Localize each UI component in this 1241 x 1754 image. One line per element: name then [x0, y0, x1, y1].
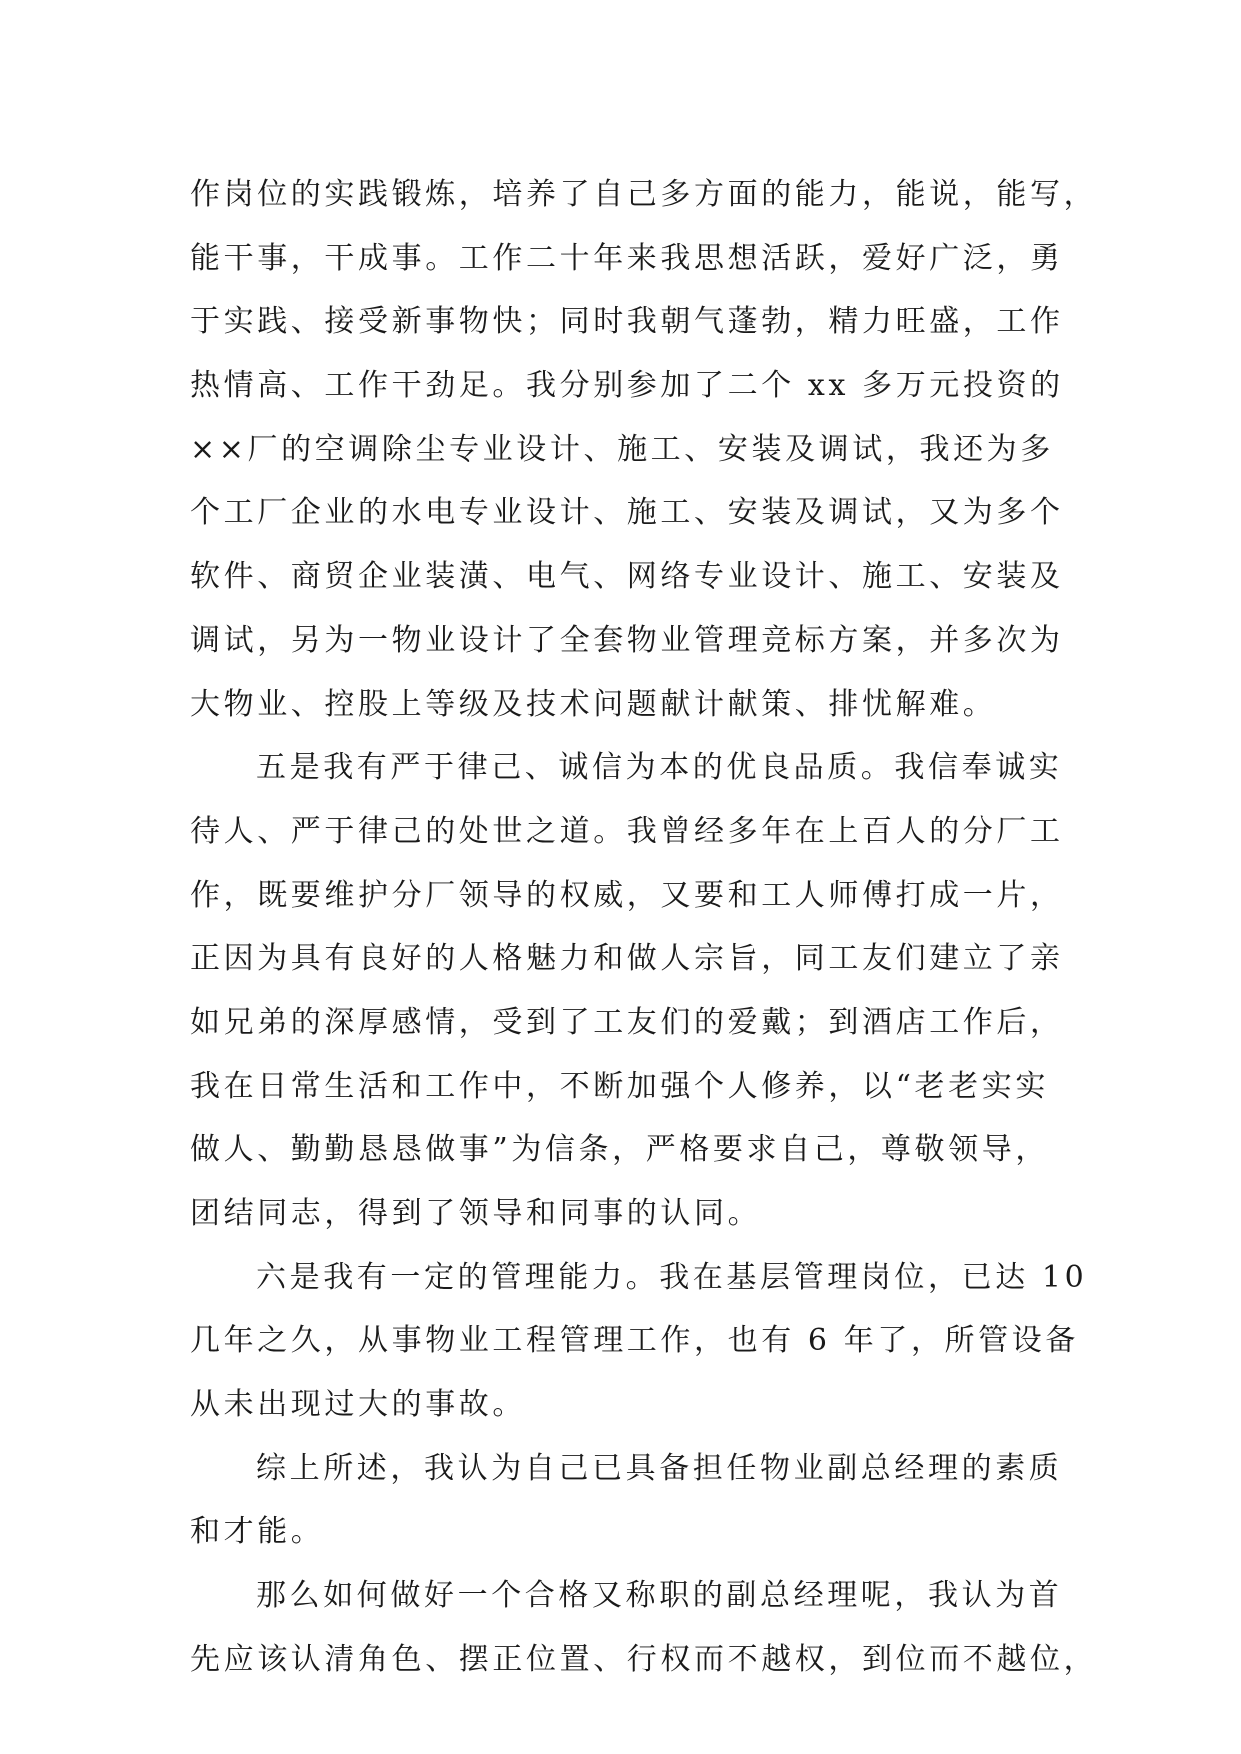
- text-line: 我在日常生活和工作中，不断加强个人修养，以“老老实实: [190, 1068, 1049, 1104]
- paragraph-3: [190, 1246, 1088, 1437]
- text-line: 团结同志，得到了领导和同事的认同。: [190, 1196, 762, 1231]
- text-line: 从未出现过大的事故。: [190, 1387, 526, 1423]
- text-line: 和才能。: [190, 1514, 325, 1550]
- text-line-first: 五是我有严于律己、诚信为本的优良品质。我信奉诚实: [256, 750, 1063, 786]
- text-line: 正因为具有良好的人格魅力和做人宗旨，同工友们建立了亲: [190, 941, 1064, 977]
- text-line: ××厂的空调除尘专业设计、施工、安装及调试，我还为多: [190, 431, 1054, 467]
- document-body: [190, 163, 1098, 1692]
- text-line: 先应该认清角色、摆正位置、行权而不越权，到位而不越位，: [190, 1641, 1098, 1677]
- text-line: 作，既要维护分厂领导的权威，又要和工人师傅打成一片，: [190, 877, 1064, 913]
- text-line: 大物业、控股上等级及技术问题献计献策、排忧解难。: [190, 686, 997, 722]
- paragraph-2: [190, 736, 1064, 1246]
- text-line: 软件、商贸企业装潢、电气、网络专业设计、施工、安装及: [190, 559, 1064, 595]
- text-line: 热情高、工作干劲足。我分别参加了二个 xx 多万元投资的: [190, 368, 1064, 404]
- text-line-first: 综上所述，我认为自己已具备担任物业副总经理的素质: [256, 1450, 1063, 1486]
- text-line: 几年之久，从事物业工程管理工作，也有 6 年了，所管设备: [190, 1323, 1079, 1359]
- text-line: 如兄弟的深厚感情，受到了工友们的爱戴；到酒店工作后，: [190, 1004, 1064, 1040]
- text-line: 能干事，干成事。工作二十年来我思想活跃，爱好广泛，勇: [190, 240, 1064, 276]
- text-line: 待人、严于律己的处世之道。我曾经多年在上百人的分厂工: [190, 813, 1064, 849]
- paragraph-4: [190, 1437, 1063, 1564]
- text-line: 个工厂企业的水电专业设计、施工、安装及调试，又为多个: [190, 495, 1064, 531]
- text-line-first: 六是我有一定的管理能力。我在基层管理岗位，已达 10: [256, 1259, 1088, 1295]
- text-line-first: 那么如何做好一个合格又称职的副总经理呢，我认为首: [256, 1578, 1063, 1614]
- text-line: 作岗位的实践锻炼，培养了自己多方面的能力，能说，能写，: [190, 177, 1098, 212]
- paragraph-1: [190, 163, 1098, 736]
- text-line: 于实践、接受新事物快；同时我朝气蓬勃，精力旺盛，工作: [190, 304, 1064, 340]
- paragraph-5: [190, 1564, 1098, 1691]
- text-line: 做人、勤勤恳恳做事”为信条，严格要求自己，尊敬领导，: [190, 1132, 1049, 1168]
- text-line: 调试，另为一物业设计了全套物业管理竞标方案，并多次为: [190, 622, 1064, 658]
